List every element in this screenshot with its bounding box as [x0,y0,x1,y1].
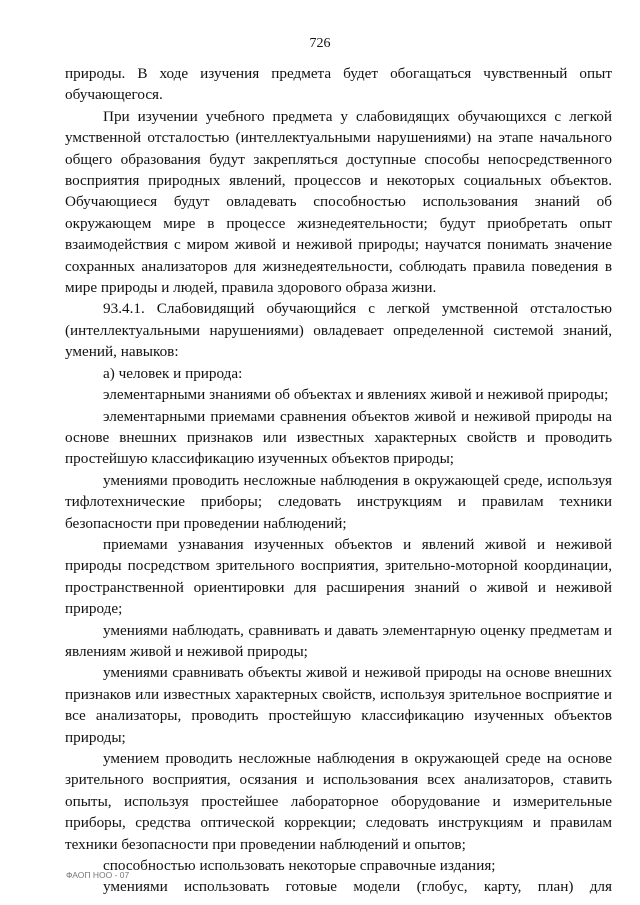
paragraph-12: способностью использовать некоторые справочные издания; [103,857,496,875]
paragraph-5: элементарными знаниями об объектах и явлениях живой и неживой природы; [103,386,609,404]
footer-code: ФАОП НОО - 07 [66,870,130,880]
paragraph-7: умениями проводить несложные наблюдения в окружающей среде, используя тифлотехнические приборы; следовать инструкциям и правилам техники безопасности при проведении наблюдений; [65,471,612,532]
paragraph-9: умениями наблюдать, сравнивать и давать элементарную оценку предметам и явлениям живой и неживой природы; [65,621,612,660]
paragraph-8: приемами узнавания изученных объектов и явлений живой и неживой природы посредством зрительного восприятия, зрительно-моторной координации, пространственной ориентировки для расширения знаний о живой и неживой природе; [65,535,612,618]
paragraph-3: 93.4.1. Слабовидящий обучающийся с легкой умственной отсталостью (интеллектуальными нарушениями) овладевает определенной системой знаний, умений, навыков: [65,300,612,361]
paragraph-2: При изучении учебного предмета у слабовидящих обучающихся с легкой умственной отсталостью (интеллектуальными нарушениями) на этапе начального общего образования будут закрепляться доступные способы непосредственного восприятия природных явлений, процессов и некоторых социальных объектов. Обучающиеся будут овладевать способностью использования знаний об окружающем мире в процессе жизнедеятельности; будут приобретать опыт взаимодействия с миром живой и неживой природы; научатся понимать значение сохранных анализаторов для жизнедеятельности, соблюдать правила поведения в мире природы и людей, правила здорового образа жизни. [65,107,612,297]
paragraph-13: умениями использовать готовые модели (глобус, карту, план) для [103,878,612,896]
paragraph-4: а) человек и природа: [103,364,243,382]
document-body [65,63,612,898]
paragraph-1: природы. В ходе изучения предмета будет обогащаться чувственный опыт обучающегося. [65,65,612,104]
paragraph-11: умением проводить несложные наблюдения в окружающей среде на основе зрительного восприятия, осязания и использования всех анализаторов, ставить опыты, используя простейшее лабораторное оборудование и измерительные приборы, средства оптической коррекции; следовать инструкциям и правилам техники безопасности при проведении наблюдений и опытов; [65,750,612,853]
paragraph-6: элементарными приемами сравнения объектов живой и неживой природы на основе внешних признаков или известных характерных свойств и проводить простейшую классификацию изученных объектов природы; [65,407,612,468]
page-number: 726 [309,36,331,51]
paragraph-10: умениями сравнивать объекты живой и неживой природы на основе внешних признаков или известных характерных свойств, используя зрительное восприятие и все анализаторы, проводить простейшую классификацию изученных объектов природы; [65,664,612,746]
